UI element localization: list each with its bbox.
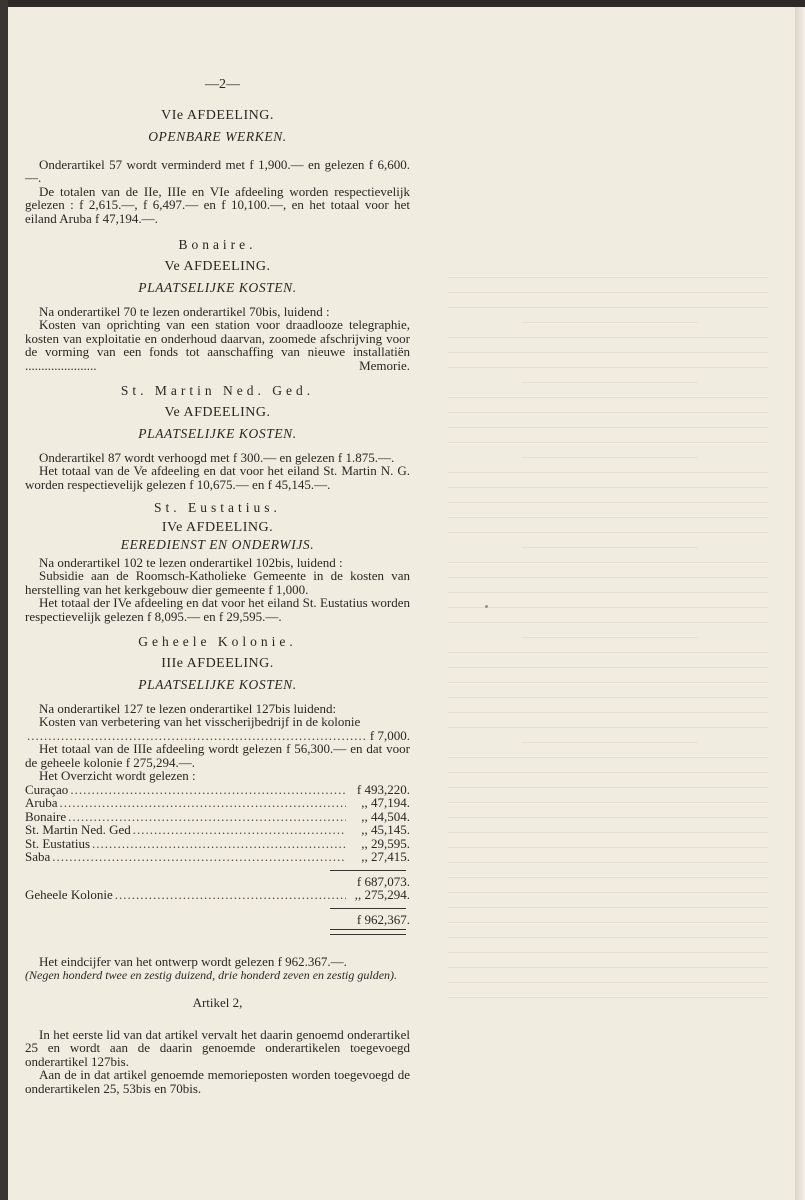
paragraph: De totalen van de IIe, IIIe en VIe afdeeling worden respectievelijk gelezen : f 2,615.—, f 6,497.— en f 10,100.—, en het totaal voor het eiland Aruba f 47,194.—.	[25, 183, 410, 226]
section-heading: Ve AFDEELING.	[164, 258, 271, 274]
section-subheading: PLAATSELIJKE KOSTEN.	[138, 280, 297, 295]
paragraph: Het eindcijfer van het ontwerp wordt gelezen f 962.367.—.	[39, 954, 347, 969]
subtotal-row	[25, 875, 410, 889]
page-number: —2—	[205, 77, 240, 92]
section-heading: Ve AFDEELING.	[164, 404, 271, 420]
overview-row: Saba ..... ,, 27,415.	[25, 850, 410, 864]
paragraph: Na onderartikel 102 te lezen onderartikel 102bis, luidend :	[39, 554, 343, 570]
paragraph: Onderartikel 57 wordt verminderd met f 1,900.— en gelezen f 6,600.—.	[25, 156, 410, 185]
paragraph: Subsidie aan de Roomsch-Katholieke Gemeente in de kosten van herstelling van het kerkgebouw dier gemeente f 1,000.	[25, 568, 410, 597]
text-column	[25, 78, 410, 1095]
overview-table	[25, 783, 410, 936]
article-heading: Artikel 2,	[192, 995, 243, 1010]
paragraph: Het totaal der IVe afdeeling en dat voor het eiland St. Eustatius worden respectievelijk gelezen f 8,095.— en f 29,595.—.	[25, 595, 410, 624]
paragraph: Aan de in dat artikel genoemde memorieposten worden toegevoegd de onderartikelen 25, 53bis en 70bis.	[25, 1067, 410, 1096]
paragraph: Na onderartikel 127 te lezen onderartikel 127bis luidend:	[39, 700, 337, 716]
island-heading: Bonaire.	[178, 237, 257, 252]
paragraph: In het eerste lid van dat artikel vervalt het daarin genoemd onderartikel 25 en wordt aan de daarin genoemde onderartikelen toegevoegd onderartikel 127bis.	[25, 1026, 410, 1069]
section-subheading: OPENBARE WERKEN.	[148, 129, 287, 144]
bleed-through-text	[428, 67, 788, 1012]
paper-edge	[795, 7, 805, 1200]
overview-row: Bonaire ..... ,, 44,504.	[25, 810, 410, 824]
section-subheading: PLAATSELIJKE KOSTEN.	[138, 677, 297, 692]
section-heading: IIIe AFDEELING.	[161, 655, 274, 671]
speck	[485, 605, 488, 608]
total-rule	[330, 929, 406, 930]
total-value: f 962,367.	[356, 911, 410, 927]
section-subheading: EEREDIENST EN ONDERWIJS.	[120, 537, 315, 552]
overview-row: Aruba ..... ,, 47,194.	[25, 796, 410, 810]
section-heading: IVe AFDEELING.	[161, 519, 274, 535]
paragraph: Het totaal van de Ve afdeeling en dat voor het eiland St. Martin N. G. worden respectievelijk gelezen f 10,675.— en f 45,145.—.	[25, 463, 410, 492]
paragraph: Onderartikel 87 wordt verhoogd met f 300.— en gelezen f 1.875.—.	[39, 449, 395, 465]
island-heading: Geheele Kolonie.	[138, 634, 297, 649]
sum-rule	[330, 870, 406, 871]
section-subheading: PLAATSELIJKE KOSTEN.	[138, 426, 297, 441]
island-heading: St. Eustatius.	[154, 500, 281, 515]
section-heading: VIe AFDEELING.	[161, 107, 274, 123]
amount-row	[25, 729, 410, 743]
paragraph: Na onderartikel 70 te lezen onderartikel 70bis, luidend :	[39, 303, 330, 319]
total-rule-double	[330, 934, 406, 935]
amount-in-words: (Negen honderd twee en zestig duizend, drie honderd zeven en zestig gulden).	[25, 967, 398, 982]
subtotal-value: f 687,073.	[356, 873, 410, 889]
paragraph: Kosten van oprichting van een station voor draadlooze telegraphie, kosten van exploitatie en onderhoud daarvan, zoomede afschrijving voor de vorming van een fonds tot aanschaffing van nieuwe installatiën ...................... Memorie.	[25, 317, 410, 373]
sum-rule	[330, 908, 406, 909]
paragraph-value: Memorie.	[359, 357, 410, 373]
total-row	[25, 913, 410, 927]
overview-row: St. Martin Ned. Ged ..... ,, 45,145.	[25, 823, 410, 837]
overview-row: St. Eustatius ..... ,, 29,595.	[25, 837, 410, 851]
amount-value: f 7,000.	[369, 727, 410, 743]
kolonie-row: Geheele Kolonie ..... ,, 275,294.	[25, 888, 410, 902]
overview-row: Curaçao ..... f 493,220.	[25, 783, 410, 797]
paragraph: Het totaal van de IIIe afdeeling wordt gelezen f 56,300.— en dat voor de geheele kolonie f 275,294.—.	[25, 741, 410, 770]
scan-frame-left	[0, 0, 8, 1200]
island-heading: St. Martin Ned. Ged.	[120, 383, 315, 398]
paragraph: Kosten van verbetering van het visscherijbedrijf in de kolonie	[39, 714, 361, 729]
paragraph-text: Kosten van oprichting van een station voor draadlooze telegraphie, kosten van exploitatie en onderhoud daarvan, zoomede afschrijving voor de vorming van een fonds tot aanschaffing van nieuwe installatiën	[25, 317, 410, 359]
paragraph: Het Overzicht wordt gelezen :	[39, 768, 196, 783]
